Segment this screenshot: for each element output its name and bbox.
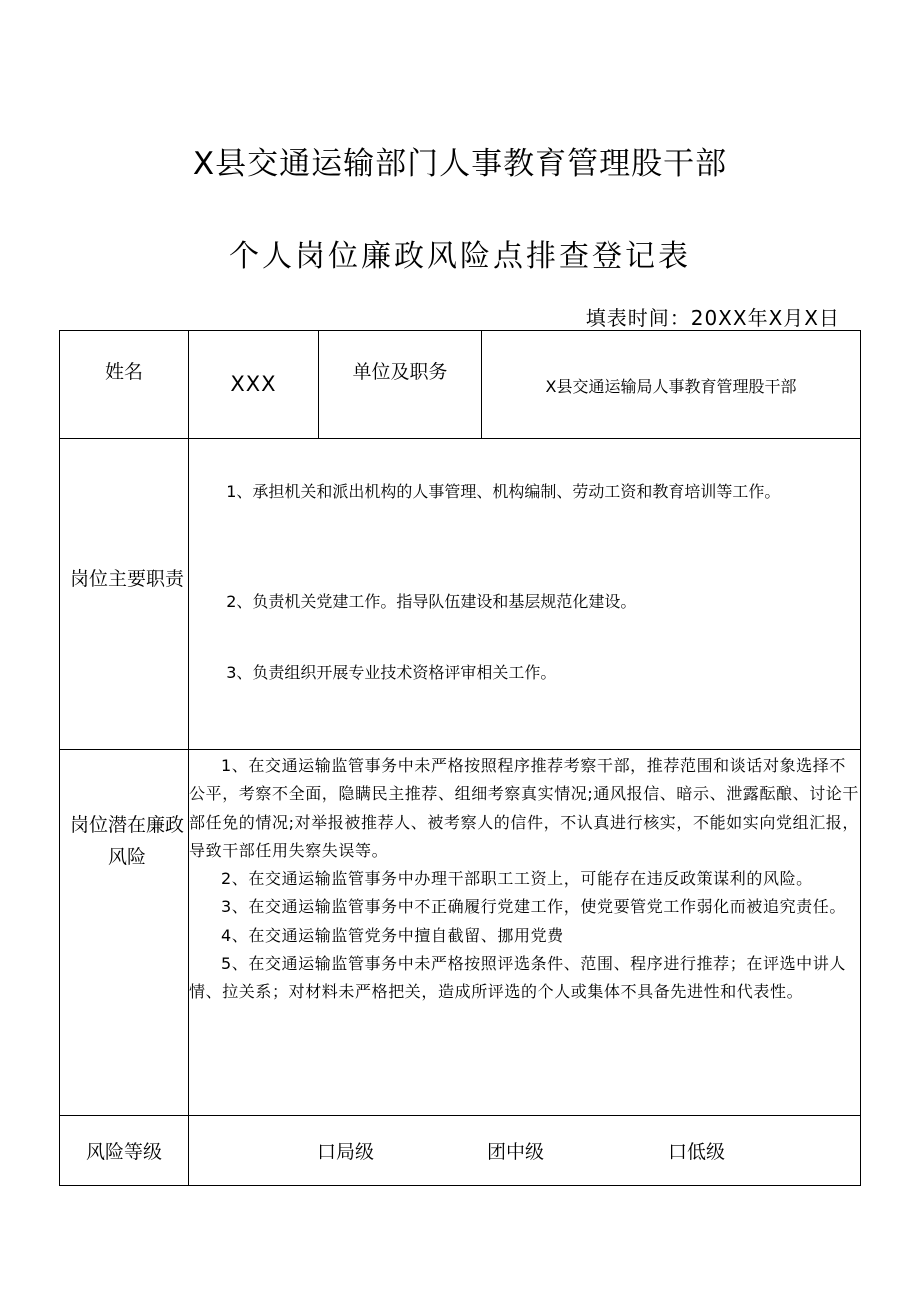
risks-label: 岗位潜在廉政风险 xyxy=(69,814,184,868)
title-line-1: X县交通运输部门人事教育管理股干部 xyxy=(192,146,728,182)
name-value: XXX xyxy=(230,372,277,396)
risk-item: 2、在交通运输监管事务中办理干部职工工资上，可能存在违反政策谋利的风险。 xyxy=(221,869,813,889)
level-option-medium[interactable]: 团中级 xyxy=(487,1141,545,1163)
risk-item: 3、在交通运输监管事务中不正确履行党建工作，使党要管党工作弱化而被追究责任。 xyxy=(221,897,846,917)
registration-table xyxy=(59,330,861,1186)
duty-item: 1、承担机关和派出机构的人事管理、机构编制、劳动工资和教育培训等工作。 xyxy=(226,482,781,501)
level-label: 风险等级 xyxy=(85,1141,162,1163)
title-line-2: 个人岗位廉政风险点排查登记表 xyxy=(229,239,691,274)
row-divider xyxy=(60,1115,860,1116)
fill-date: 填表时间：20XX年X月X日 xyxy=(585,306,840,330)
duty-item: 3、负责组织开展专业技术资格评审相关工作。 xyxy=(226,663,557,682)
unit-value: X县交通运输局人事教育管理股干部 xyxy=(545,377,797,396)
risk-item: 5、在交通运输监管事务中未严格按照评选条件、范围、程序进行推荐；在评选中讲人情、拉关系；对材料未严格把关，造成所评选的个人或集体不具备先进性和代表性。 xyxy=(189,954,846,1002)
risk-item: 4、在交通运输监管党务中擅自截留、挪用党费 xyxy=(221,925,564,945)
level-option-low[interactable]: 口低级 xyxy=(668,1141,726,1163)
row-divider xyxy=(60,438,860,439)
row-divider xyxy=(60,749,860,750)
level-option-bureau[interactable]: 口局级 xyxy=(317,1141,375,1163)
risks-content xyxy=(189,752,859,1114)
duty-item: 2、负责机关党建工作。指导队伍建设和基层规范化建设。 xyxy=(226,592,637,611)
risk-item: 1、在交通运输监管事务中未严格按照程序推荐考察干部，推荐范围和谈话对象选择不公平，考察不全面，隐瞒民主推荐、组细考察真实情况;通风报信、暗示、泄露酝酿、讨论干部任免的情况;对举报被推荐人、被考察人的信件，不认真进行核实，不能如实向党组汇报，导致干部任用失察失误等。 xyxy=(189,756,859,860)
name-label: 姓名 xyxy=(104,361,143,383)
unit-label: 单位及职务 xyxy=(352,361,448,383)
duties-label: 岗位主要职责 xyxy=(69,568,184,590)
column-divider xyxy=(318,331,319,438)
